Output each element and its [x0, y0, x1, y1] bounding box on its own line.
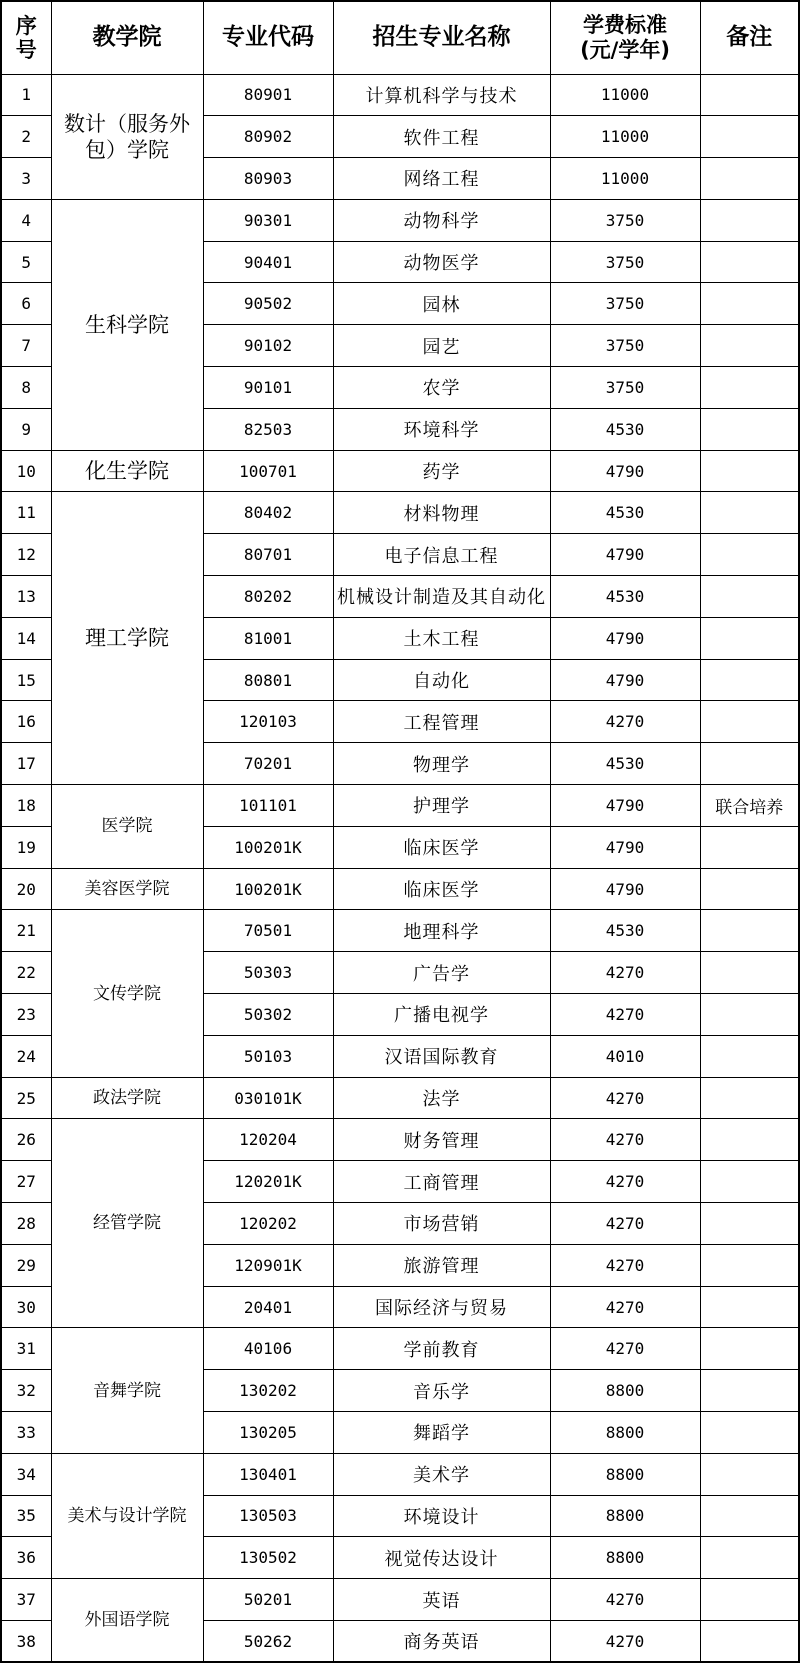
note-cell — [700, 325, 799, 367]
major-code-cell: 90502 — [203, 283, 333, 325]
note-cell — [700, 1286, 799, 1328]
major-code-cell: 100201K — [203, 868, 333, 910]
fee-cell: 4790 — [550, 785, 700, 827]
major-code-cell: 70501 — [203, 910, 333, 952]
seq-cell: 30 — [1, 1286, 51, 1328]
major-name-cell: 财务管理 — [333, 1119, 550, 1161]
note-cell — [700, 1244, 799, 1286]
major-code-cell: 130503 — [203, 1495, 333, 1537]
table-row — [1, 868, 799, 910]
college-cell: 医学院 — [51, 785, 203, 869]
college-cell: 美术与设计学院 — [51, 1453, 203, 1578]
note-cell — [700, 1077, 799, 1119]
seq-cell: 36 — [1, 1537, 51, 1579]
fee-cell: 3750 — [550, 325, 700, 367]
header-seq — [1, 1, 51, 74]
fee-cell: 4270 — [550, 1620, 700, 1662]
note-cell — [700, 994, 799, 1036]
fee-cell: 3750 — [550, 199, 700, 241]
fee-cell: 3750 — [550, 367, 700, 409]
fee-cell: 8800 — [550, 1495, 700, 1537]
major-code-cell: 130205 — [203, 1412, 333, 1454]
major-name-cell: 地理科学 — [333, 910, 550, 952]
note-cell — [700, 241, 799, 283]
table-header — [1, 1, 799, 74]
major-code-cell: 82503 — [203, 408, 333, 450]
fee-cell: 4270 — [550, 994, 700, 1036]
note-cell — [700, 492, 799, 534]
note-cell — [700, 450, 799, 492]
major-name-cell: 护理学 — [333, 785, 550, 827]
major-name-cell: 机械设计制造及其自动化 — [333, 576, 550, 618]
header-fee-line-2: (元/学年) — [580, 37, 670, 62]
college-cell: 美容医学院 — [51, 868, 203, 910]
seq-cell: 33 — [1, 1412, 51, 1454]
seq-cell: 32 — [1, 1370, 51, 1412]
fee-cell: 4530 — [550, 743, 700, 785]
major-name-cell: 临床医学 — [333, 826, 550, 868]
fee-cell: 4790 — [550, 534, 700, 576]
major-name-cell: 广播电视学 — [333, 994, 550, 1036]
note-cell: 联合培养 — [700, 785, 799, 827]
seq-cell: 1 — [1, 74, 51, 116]
note-cell — [700, 367, 799, 409]
major-code-cell: 101101 — [203, 785, 333, 827]
fee-cell: 4790 — [550, 826, 700, 868]
seq-cell: 7 — [1, 325, 51, 367]
fee-cell: 11000 — [550, 158, 700, 200]
header-row — [1, 1, 799, 74]
fee-cell: 11000 — [550, 74, 700, 116]
note-cell — [700, 1161, 799, 1203]
header-seq-line-1: 序 — [15, 13, 37, 38]
seq-cell: 3 — [1, 158, 51, 200]
seq-cell: 14 — [1, 617, 51, 659]
seq-cell: 38 — [1, 1620, 51, 1662]
major-code-cell: 80903 — [203, 158, 333, 200]
fee-cell: 3750 — [550, 283, 700, 325]
header-note: 备注 — [700, 1, 799, 74]
major-name-cell: 学前教育 — [333, 1328, 550, 1370]
seq-cell: 5 — [1, 241, 51, 283]
table-row — [1, 199, 799, 241]
fee-cell: 4270 — [550, 1077, 700, 1119]
table-row — [1, 74, 799, 116]
major-code-cell: 80902 — [203, 116, 333, 158]
major-code-cell: 100201K — [203, 826, 333, 868]
header-seq-line-2: 号 — [15, 37, 37, 62]
table-row — [1, 450, 799, 492]
college-cell: 理工学院 — [51, 492, 203, 785]
major-code-cell: 80801 — [203, 659, 333, 701]
fee-cell: 4530 — [550, 910, 700, 952]
seq-cell: 15 — [1, 659, 51, 701]
major-code-cell: 50103 — [203, 1035, 333, 1077]
seq-cell: 18 — [1, 785, 51, 827]
major-code-cell: 80202 — [203, 576, 333, 618]
note-cell — [700, 74, 799, 116]
fee-cell: 4790 — [550, 617, 700, 659]
seq-cell: 11 — [1, 492, 51, 534]
fee-cell: 4270 — [550, 1244, 700, 1286]
major-name-cell: 商务英语 — [333, 1620, 550, 1662]
table-row — [1, 492, 799, 534]
fee-cell: 4270 — [550, 952, 700, 994]
major-name-cell: 园艺 — [333, 325, 550, 367]
note-cell — [700, 408, 799, 450]
table-row — [1, 1453, 799, 1495]
major-code-cell: 120204 — [203, 1119, 333, 1161]
fee-cell: 4270 — [550, 1203, 700, 1245]
seq-cell: 2 — [1, 116, 51, 158]
seq-cell: 27 — [1, 1161, 51, 1203]
note-cell — [700, 1537, 799, 1579]
table-row — [1, 1077, 799, 1119]
fee-cell: 4270 — [550, 1119, 700, 1161]
major-code-cell: 50201 — [203, 1579, 333, 1621]
table-row — [1, 910, 799, 952]
major-code-cell: 100701 — [203, 450, 333, 492]
seq-cell: 9 — [1, 408, 51, 450]
major-name-cell: 药学 — [333, 450, 550, 492]
major-code-cell: 90301 — [203, 199, 333, 241]
seq-cell: 25 — [1, 1077, 51, 1119]
fee-cell: 3750 — [550, 241, 700, 283]
note-cell — [700, 576, 799, 618]
major-name-cell: 土木工程 — [333, 617, 550, 659]
major-name-cell: 工程管理 — [333, 701, 550, 743]
major-code-cell: 90101 — [203, 367, 333, 409]
fee-cell: 4790 — [550, 868, 700, 910]
fee-cell: 8800 — [550, 1453, 700, 1495]
major-name-cell: 市场营销 — [333, 1203, 550, 1245]
major-name-cell: 计算机科学与技术 — [333, 74, 550, 116]
college-cell: 文传学院 — [51, 910, 203, 1077]
major-code-cell: 50262 — [203, 1620, 333, 1662]
major-name-cell: 美术学 — [333, 1453, 550, 1495]
seq-cell: 20 — [1, 868, 51, 910]
seq-cell: 35 — [1, 1495, 51, 1537]
note-cell — [700, 1035, 799, 1077]
major-code-cell: 90102 — [203, 325, 333, 367]
seq-cell: 17 — [1, 743, 51, 785]
major-name-cell: 汉语国际教育 — [333, 1035, 550, 1077]
header-fee — [550, 1, 700, 74]
fee-cell: 4270 — [550, 1286, 700, 1328]
note-cell — [700, 617, 799, 659]
major-name-cell: 自动化 — [333, 659, 550, 701]
fee-cell: 8800 — [550, 1537, 700, 1579]
note-cell — [700, 1620, 799, 1662]
note-cell — [700, 1495, 799, 1537]
seq-cell: 28 — [1, 1203, 51, 1245]
major-code-cell: 80701 — [203, 534, 333, 576]
fee-cell: 4270 — [550, 1579, 700, 1621]
major-code-cell: 20401 — [203, 1286, 333, 1328]
seq-cell: 8 — [1, 367, 51, 409]
major-name-cell: 工商管理 — [333, 1161, 550, 1203]
note-cell — [700, 158, 799, 200]
note-cell — [700, 952, 799, 994]
note-cell — [700, 910, 799, 952]
major-name-cell: 动物科学 — [333, 199, 550, 241]
seq-cell: 34 — [1, 1453, 51, 1495]
major-name-cell: 电子信息工程 — [333, 534, 550, 576]
major-name-cell: 舞蹈学 — [333, 1412, 550, 1454]
major-name-cell: 广告学 — [333, 952, 550, 994]
major-name-cell: 软件工程 — [333, 116, 550, 158]
major-name-cell: 环境设计 — [333, 1495, 550, 1537]
note-cell — [700, 1203, 799, 1245]
table-row — [1, 785, 799, 827]
note-cell — [700, 116, 799, 158]
seq-cell: 23 — [1, 994, 51, 1036]
seq-cell: 31 — [1, 1328, 51, 1370]
major-name-cell: 音乐学 — [333, 1370, 550, 1412]
note-cell — [700, 1328, 799, 1370]
seq-cell: 16 — [1, 701, 51, 743]
note-cell — [700, 659, 799, 701]
header-major-code: 专业代码 — [203, 1, 333, 74]
note-cell — [700, 868, 799, 910]
major-name-cell: 视觉传达设计 — [333, 1537, 550, 1579]
major-name-cell: 园林 — [333, 283, 550, 325]
major-name-cell: 环境科学 — [333, 408, 550, 450]
fee-cell: 4790 — [550, 659, 700, 701]
seq-cell: 29 — [1, 1244, 51, 1286]
table-body — [1, 74, 799, 1662]
major-code-cell: 120201K — [203, 1161, 333, 1203]
fee-cell: 11000 — [550, 116, 700, 158]
seq-cell: 26 — [1, 1119, 51, 1161]
major-name-cell: 物理学 — [333, 743, 550, 785]
note-cell — [700, 743, 799, 785]
fee-cell: 8800 — [550, 1370, 700, 1412]
major-code-cell: 81001 — [203, 617, 333, 659]
fee-cell: 4530 — [550, 576, 700, 618]
college-cell: 政法学院 — [51, 1077, 203, 1119]
seq-cell: 37 — [1, 1579, 51, 1621]
major-name-cell: 网络工程 — [333, 158, 550, 200]
seq-cell: 19 — [1, 826, 51, 868]
note-cell — [700, 826, 799, 868]
college-cell: 外国语学院 — [51, 1579, 203, 1663]
fee-cell: 4010 — [550, 1035, 700, 1077]
note-cell — [700, 1453, 799, 1495]
major-code-cell: 50302 — [203, 994, 333, 1036]
note-cell — [700, 1579, 799, 1621]
major-name-cell: 英语 — [333, 1579, 550, 1621]
note-cell — [700, 1119, 799, 1161]
fee-cell: 4270 — [550, 1328, 700, 1370]
major-code-cell: 40106 — [203, 1328, 333, 1370]
note-cell — [700, 1412, 799, 1454]
major-code-cell: 70201 — [203, 743, 333, 785]
seq-cell: 24 — [1, 1035, 51, 1077]
table-row — [1, 1119, 799, 1161]
seq-cell: 6 — [1, 283, 51, 325]
header-fee-line-1: 学费标准 — [583, 12, 667, 37]
major-code-cell: 80901 — [203, 74, 333, 116]
fee-cell: 4790 — [550, 450, 700, 492]
major-code-cell: 120103 — [203, 701, 333, 743]
major-name-cell: 材料物理 — [333, 492, 550, 534]
major-code-cell: 130401 — [203, 1453, 333, 1495]
fee-cell: 4530 — [550, 408, 700, 450]
major-name-cell: 国际经济与贸易 — [333, 1286, 550, 1328]
seq-cell: 22 — [1, 952, 51, 994]
seq-cell: 4 — [1, 199, 51, 241]
major-code-cell: 120202 — [203, 1203, 333, 1245]
header-college: 教学院 — [51, 1, 203, 74]
major-name-cell: 动物医学 — [333, 241, 550, 283]
seq-cell: 21 — [1, 910, 51, 952]
note-cell — [700, 701, 799, 743]
seq-cell: 10 — [1, 450, 51, 492]
table-row — [1, 1328, 799, 1370]
note-cell — [700, 283, 799, 325]
fee-cell: 8800 — [550, 1412, 700, 1454]
college-cell: 经管学院 — [51, 1119, 203, 1328]
major-name-cell: 农学 — [333, 367, 550, 409]
seq-cell: 12 — [1, 534, 51, 576]
major-code-cell: 120901K — [203, 1244, 333, 1286]
college-cell: 生科学院 — [51, 199, 203, 450]
major-code-cell: 030101K — [203, 1077, 333, 1119]
major-name-cell: 法学 — [333, 1077, 550, 1119]
major-code-cell: 130502 — [203, 1537, 333, 1579]
major-code-cell: 50303 — [203, 952, 333, 994]
header-major-name: 招生专业名称 — [333, 1, 550, 74]
note-cell — [700, 534, 799, 576]
fee-cell: 4270 — [550, 1161, 700, 1203]
major-name-cell: 旅游管理 — [333, 1244, 550, 1286]
fee-cell: 4530 — [550, 492, 700, 534]
major-code-cell: 130202 — [203, 1370, 333, 1412]
table-row — [1, 1579, 799, 1621]
college-cell: 数计（服务外包）学院 — [51, 74, 203, 199]
college-cell: 化生学院 — [51, 450, 203, 492]
note-cell — [700, 199, 799, 241]
major-name-cell: 临床医学 — [333, 868, 550, 910]
fee-cell: 4270 — [550, 701, 700, 743]
seq-cell: 13 — [1, 576, 51, 618]
note-cell — [700, 1370, 799, 1412]
major-code-cell: 80402 — [203, 492, 333, 534]
college-cell: 音舞学院 — [51, 1328, 203, 1453]
major-code-cell: 90401 — [203, 241, 333, 283]
